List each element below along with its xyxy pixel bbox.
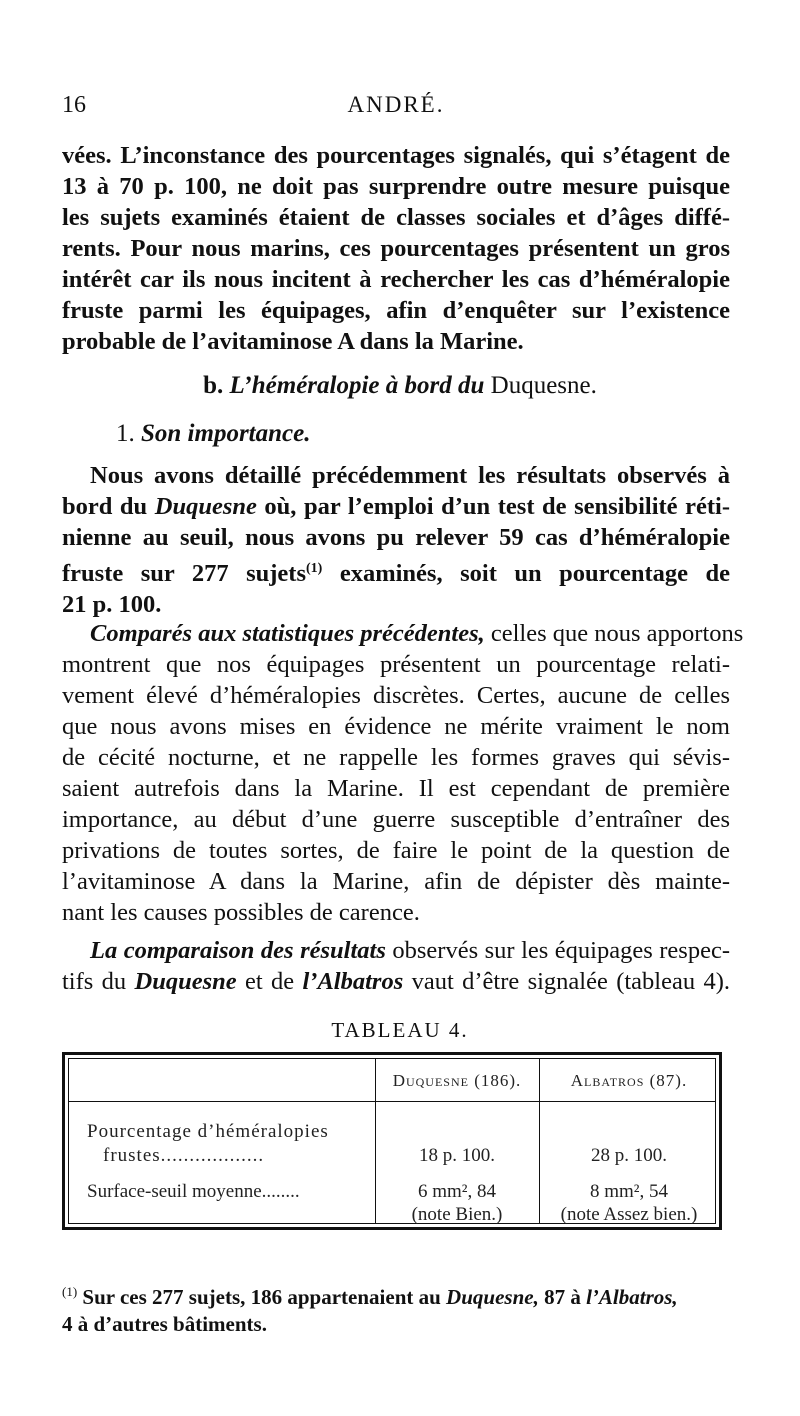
footnote-marker: (1) <box>62 1284 78 1299</box>
text-line: vées. L’inconstance des pourcentages signalés, qui s’étagent de <box>62 142 730 169</box>
text-line: rents. Pour nous marins, ces pourcentages présentent un gros <box>62 235 730 262</box>
paragraph-importance <box>62 460 730 620</box>
text-line: fruste sur 277 sujets$^{(1)}$ examinés, soit un pourcentage de <box>62 560 730 588</box>
text-line: tifs du Duquesne et de l’Albatros vaut d’être signalée (tableau 4). <box>62 968 730 995</box>
text-line: probable de l’avitaminose A dans la Marine. <box>62 328 524 355</box>
page-header <box>62 92 730 124</box>
text-line: intérêt car ils nous incitent à rechercher les cas d’héméralopie <box>62 266 730 293</box>
footnote-line: 4 à d’autres bâtiments. <box>62 1312 267 1336</box>
footnote <box>62 1278 730 1338</box>
paragraph-table-intro <box>62 935 730 997</box>
text-line: fruste parmi les équipages, afin d’enquêter sur l’existence <box>62 297 730 324</box>
subsection-label: 1. <box>116 420 135 447</box>
table-title: TABLEAU 4. <box>331 1018 469 1042</box>
table-cell: (note Assez bien.) <box>560 1204 698 1225</box>
col-header-duquesne: Duquesne (186). <box>392 1071 522 1090</box>
text-line: vement élevé d’héméralopies discrètes. Certes, aucune de celles <box>62 682 730 709</box>
text-line: nant les causes possibles de carence. <box>62 899 420 926</box>
section-label: b. <box>203 372 224 399</box>
section-title-italic: L’héméralopie à bord du <box>229 372 485 399</box>
paragraph-comparison <box>62 618 744 928</box>
text-line: 21 p. 100. <box>62 591 162 619</box>
text-line: privations de toutes sortes, de faire le point de la question de <box>62 837 730 864</box>
row-label: Pourcentage d’héméralopies <box>87 1121 329 1142</box>
subsection-title: Son importance. <box>141 420 311 447</box>
row-label-cont: frustes.................. <box>103 1145 265 1166</box>
table-cell: 8 mm², 54 <box>589 1181 668 1202</box>
text-line: de cécité nocturne, et ne rappelle les formes graves qui sévis- <box>62 744 730 771</box>
subsection-heading <box>116 420 310 448</box>
section-heading <box>0 372 800 400</box>
page-number: 16 <box>62 92 86 118</box>
text-line: nienne au seuil, nous avons pu relever 59 cas d’héméralopie <box>62 524 730 551</box>
text-line: Comparés aux statistiques précédentes, celles que nous apportons <box>90 620 744 647</box>
ship-name: Duquesne <box>154 493 257 520</box>
section-title-roman: Duquesne. <box>490 372 597 399</box>
table-cell: 6 mm², 84 <box>417 1181 496 1202</box>
text-line: Nous avons détaillé précédemment les résultats observés à <box>90 462 730 489</box>
text-line: 13 à 70 p. 100, ne doit pas surprendre outre mesure puisque <box>62 173 730 200</box>
text-line: saient autrefois dans la Marine. Il est cependant de première <box>62 775 730 802</box>
col-header-albatros: Albatros (87). <box>570 1071 688 1090</box>
intro-paragraph <box>62 140 730 357</box>
table-cell: 18 p. 100. <box>419 1145 495 1166</box>
text-line: importance, au début d’une guerre susceptible d’entraîner des <box>62 806 730 833</box>
table-cell: (note Bien.) <box>411 1204 503 1225</box>
footnote-line: $^{(1)}$ Sur ces 277 sujets, 186 appartenaient au Duquesne, 87 à l’Albatros, <box>62 1284 678 1309</box>
data-table <box>62 1052 722 1230</box>
table-cell: 28 p. 100. <box>591 1145 667 1166</box>
footnote-ref: (1) <box>306 561 323 576</box>
running-title: ANDRÉ. <box>347 92 445 117</box>
text-line: les sujets examinés étaient de classes sociales et d’âges diffé- <box>62 204 730 231</box>
text-line: que nous avons mises en évidence ne mérite vraiment le nom <box>62 713 730 740</box>
text-line: l’avitaminose A dans la Marine, afin de dépister dès mainte- <box>62 868 730 895</box>
text-line: montrent que nos équipages présentent un pourcentage relati- <box>62 651 730 678</box>
text-line: bord du Duquesne où, par l’emploi d’un test de sensibilité réti- <box>62 493 730 520</box>
row-label: Surface-seuil moyenne........ <box>87 1181 300 1202</box>
text-line: La comparaison des résultats observés sur les équipages respec- <box>90 937 730 964</box>
